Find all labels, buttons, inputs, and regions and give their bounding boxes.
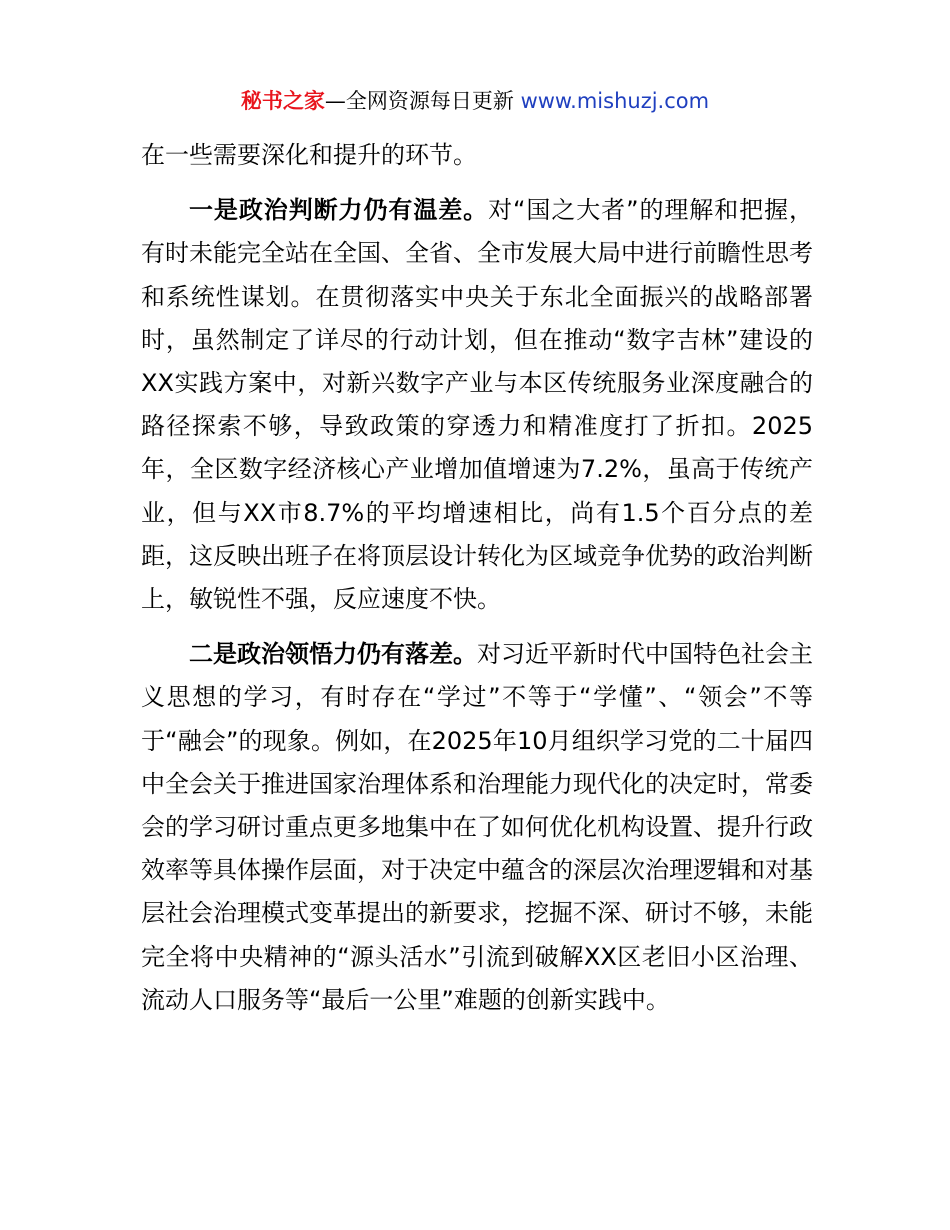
paragraph-heading: 二是政治领悟力仍有落差。 bbox=[189, 640, 477, 669]
paragraph-political-comprehension bbox=[141, 633, 813, 1022]
paragraph-political-judgment bbox=[141, 189, 813, 621]
paragraph-text: 对习近平新时代中国特色社会主义思想的学习，有时存在“学过”不等于“学懂”、“领会”不等于“融会”的现象。例如，在2025年10月组织学习党的二十届四中全会关于推进国家治理体系和治理能力现代化的决定时，常委会的学习研讨重点更多地集中在了如何优化机构设置、提升行政效率等具体操作层面，对于决定中蕴含的深层次治理逻辑和对基层社会治理模式变革提出的新要求，挖掘不深、研讨不够，未能完全将中央精神的“源头活水”引流到破解XX区老旧小区治理、流动人口服务等“最后一公里”难题的创新实践中。 bbox=[141, 640, 813, 1014]
document-body bbox=[141, 134, 813, 1022]
paragraph-text: 对“国之大者”的理解和把握，有时未能完全站在全国、全省、全市发展大局中进行前瞻性思考和系统性谋划。在贯彻落实中央关于东北全面振兴的战略部署时，虽然制定了详尽的行动计划，但在推动“数字吉林”建设的XX实践方案中，对新兴数字产业与本区传统服务业深度融合的路径探索不够，导致政策的穿透力和精准度打了折扣。2025年，全区数字经济核心产业增加值增速为7.2%，虽高于传统产业，但与XX市8.7%的平均增速相比，尚有1.5个百分点的差距，这反映出班子在将顶层设计转化为区域竞争优势的政治判断上，敏锐性不强，反应速度不快。 bbox=[141, 196, 814, 614]
paragraph-heading: 一是政治判断力仍有温差。 bbox=[189, 196, 489, 225]
page-header bbox=[0, 86, 950, 116]
header-tagline: —全网资源每日更新 bbox=[324, 89, 521, 113]
site-url-link[interactable]: www.mishuzj.com bbox=[520, 89, 710, 113]
continuation-text: 在一些需要深化和提升的环节。 bbox=[141, 141, 477, 169]
brand-name: 秘书之家 bbox=[240, 89, 325, 113]
